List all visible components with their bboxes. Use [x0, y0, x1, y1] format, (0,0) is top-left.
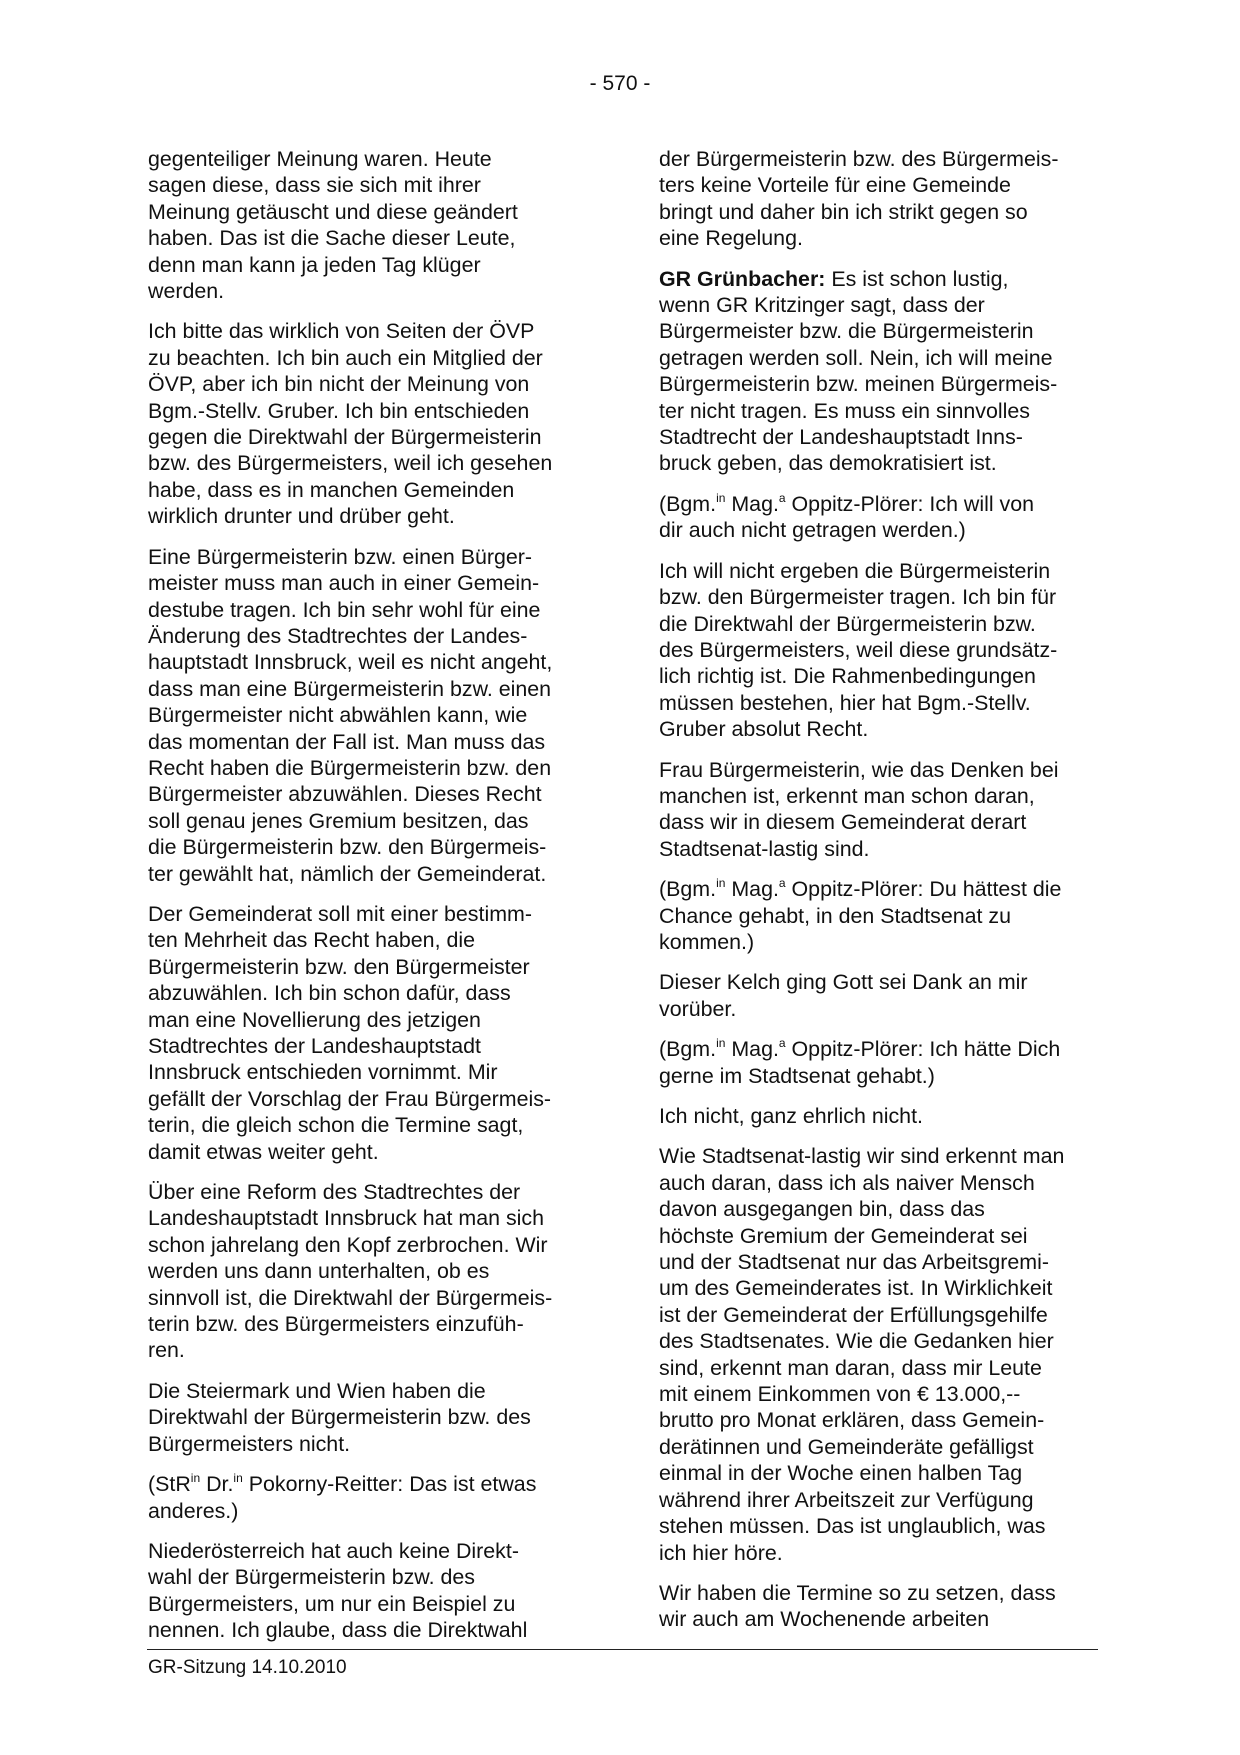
- text-line: um des Gemeinderates ist. In Wirklichkeit: [659, 1276, 1053, 1301]
- text-line: wir auch am Wochenende arbeiten: [659, 1607, 990, 1632]
- paragraph: [148, 1538, 588, 1644]
- text-line: Frau Bürgermeisterin, wie das Denken bei: [659, 757, 1059, 782]
- text-line: Meinung getäuscht und diese geändert: [148, 199, 518, 224]
- text-line: derätinnen und Gemeinderäte gefälligst: [659, 1434, 1034, 1459]
- text-line: sind, erkennt man daran, dass mir Leute: [659, 1355, 1042, 1380]
- right-column: [659, 146, 1099, 1647]
- text-line: zu beachten. Ich bin auch ein Mitglied der: [148, 345, 543, 370]
- text-line: Bürgermeisters nicht.: [148, 1431, 351, 1456]
- text-line: sinnvoll ist, die Direktwahl der Bürgermeis-: [148, 1285, 553, 1310]
- text-line: dass wir in diesem Gemeinderat derart: [659, 810, 1027, 835]
- text-line: Bürgermeisterin bzw. meinen Bürgermeis-: [659, 372, 1058, 397]
- text-line: abzuwählen. Ich bin schon dafür, dass: [148, 981, 511, 1006]
- text-line: werden.: [148, 279, 225, 304]
- text-line: bzw. den Bürgermeister tragen. Ich bin für: [659, 585, 1057, 610]
- text-line: bringt und daher bin ich strikt gegen so: [659, 199, 1028, 224]
- text-line: damit etwas weiter geht.: [148, 1139, 379, 1164]
- left-column: [148, 146, 588, 1658]
- text-line: Ich bitte das wirklich von Seiten der ÖVP: [148, 319, 535, 344]
- text-line: werden uns dann unterhalten, ob es: [148, 1259, 490, 1284]
- text-line: brutto pro Monat erklären, dass Gemein-: [659, 1408, 1045, 1433]
- text-line: wenn GR Kritzinger sagt, dass der: [659, 293, 985, 318]
- text-line: Bürgermeister abzuwählen. Dieses Recht: [148, 782, 542, 807]
- paragraph: [659, 757, 1099, 863]
- text-line: gegen die Direktwahl der Bürgermeisterin: [148, 425, 542, 450]
- interjection: (Bgm.$^{in}$ Mag.$^a$ Oppitz-Plörer: Ich hätte Dich gerne im Stadtsenat gehabt.): [659, 1036, 1061, 1088]
- text-line: ist der Gemeinderat der Erfüllungsgehilfe: [659, 1302, 1048, 1327]
- text-line: Stadtsenat-lastig sind.: [659, 836, 870, 861]
- paragraph: [148, 544, 588, 887]
- text-line: Wir haben die Termine so zu setzen, dass: [659, 1580, 1056, 1605]
- text-line: wahl der Bürgermeisterin bzw. des: [148, 1565, 475, 1590]
- text-line: Recht haben die Bürgermeisterin bzw. den: [148, 755, 552, 780]
- text-line: des Stadtsenates. Wie die Gedanken hier: [659, 1329, 1054, 1354]
- text-line: sagen diese, dass sie sich mit ihrer: [148, 173, 481, 198]
- text-line: Innsbruck entschieden vornimmt. Mir: [148, 1060, 498, 1085]
- text-line: ren.: [148, 1338, 185, 1363]
- text-line: stehen müssen. Das ist unglaublich, was: [659, 1514, 1046, 1539]
- text-line: während ihrer Arbeitszeit zur Verfügung: [659, 1487, 1034, 1512]
- text-line: manchen ist, erkennt man schon daran,: [659, 783, 1035, 808]
- text-line: bruck geben, das demokratisiert ist.: [659, 451, 997, 476]
- footer-text: GR-Sitzung 14.10.2010: [148, 1657, 347, 1678]
- text-line: dass man eine Bürgermeisterin bzw. einen: [148, 676, 552, 701]
- text-line: bzw. des Bürgermeisters, weil ich gesehen: [148, 451, 553, 476]
- text-line: Ich will nicht ergeben die Bürgermeisterin: [659, 558, 1051, 583]
- paragraph: [659, 1143, 1099, 1566]
- paragraph: [659, 969, 1099, 1022]
- text-line: Direktwahl der Bürgermeisterin bzw. des: [148, 1405, 531, 1430]
- text-line: Eine Bürgermeisterin bzw. einen Bürger-: [148, 544, 533, 569]
- text-line: ten Mehrheit das Recht haben, die: [148, 928, 476, 953]
- text-line: schon jahrelang den Kopf zerbrochen. Wir: [148, 1232, 548, 1257]
- speaker-name: GR Grünbacher:: [659, 266, 826, 291]
- text-line: Bürgermeisters, um nur ein Beispiel zu: [148, 1591, 516, 1616]
- text-line: terin bzw. des Bürgermeisters einzufüh-: [148, 1312, 524, 1337]
- text-line: Niederösterreich hat auch keine Direkt-: [148, 1538, 519, 1563]
- text-line: terin, die gleich schon die Termine sagt,: [148, 1113, 524, 1138]
- interjection: (StR$^{in}$ Dr.$^{in}$ Pokorny-Reitter: Das ist etwas anderes.): [148, 1471, 537, 1523]
- text-line: auch daran, dass ich als naiver Mensch: [659, 1170, 1035, 1195]
- paragraph: [659, 146, 1099, 252]
- text-line: Dieser Kelch ging Gott sei Dank an mir: [659, 970, 1028, 995]
- paragraph: [148, 1179, 588, 1364]
- text-line: ter nicht tragen. Es muss ein sinnvolles: [659, 398, 1030, 423]
- text-line: Bürgermeister bzw. die Bürgermeisterin: [659, 319, 1034, 344]
- text-line: und der Stadtsenat nur das Arbeitsgremi-: [659, 1250, 1050, 1275]
- text-line: ter gewählt hat, nämlich der Gemeinderat.: [148, 861, 547, 886]
- text-line: eine Regelung.: [659, 226, 803, 251]
- text-line: Stadtrecht der Landeshauptstadt Inns-: [659, 425, 1023, 450]
- interjection: (Bgm.$^{in}$ Mag.$^a$ Oppitz-Plörer: Ich will von dir auch nicht getragen werden.): [659, 490, 1035, 543]
- text-line: Die Steiermark und Wien haben die: [148, 1378, 486, 1403]
- text-line: Der Gemeinderat soll mit einer bestimm-: [148, 901, 532, 926]
- text-line: des Bürgermeisters, weil diese grundsätz-: [659, 637, 1058, 662]
- text-line: gegenteiliger Meinung waren. Heute: [148, 147, 492, 171]
- text-line: müssen bestehen, hier hat Bgm.-Stellv.: [659, 690, 1031, 715]
- text-line: soll genau jenes Gremium besitzen, das: [148, 808, 529, 833]
- interjection: (Bgm.$^{in}$ Mag.$^a$ Oppitz-Plörer: Du hättest die Chance gehabt, in den Stadtsenat zu kommen.): [659, 876, 1062, 954]
- text-line: destube tragen. Ich bin sehr wohl für eine: [148, 597, 541, 622]
- text-line: Landeshauptstadt Innsbruck hat man sich: [148, 1206, 544, 1231]
- text-line: ich hier höre.: [659, 1540, 783, 1565]
- text-line: das momentan der Fall ist. Man muss das: [148, 729, 546, 754]
- text-line: höchste Gremium der Gemeinderat sei: [659, 1223, 1028, 1248]
- text-line: man eine Novellierung des jetzigen: [148, 1007, 481, 1032]
- text-line: nennen. Ich glaube, dass die Direktwahl: [148, 1618, 528, 1643]
- text-line: Bürgermeister nicht abwählen kann, wie: [148, 703, 528, 728]
- page-number: - 570 -: [589, 72, 651, 95]
- text-line: Wie Stadtsenat-lastig wir sind erkennt man: [659, 1144, 1065, 1169]
- text-line: einmal in der Woche einen halben Tag: [659, 1461, 1023, 1486]
- text-line: hauptstadt Innsbruck, weil es nicht angeht,: [148, 650, 553, 675]
- paragraph: [659, 558, 1099, 743]
- paragraph: [148, 901, 588, 1165]
- text-line: getragen werden soll. Nein, ich will meine: [659, 345, 1053, 370]
- speaker-paragraph: GR Grünbacher: Es ist schon lustig, wenn GR Kritzinger sagt, dass der Bürgermeister bzw. die Bürgermeisterin getragen werden soll. Nein, ich will meine Bürgermeisterin bzw. meinen Bürgermeis- ter nicht tragen. Es muss ein sinnvolles Stadtrecht der Landeshauptstadt Inns- bruck geben, das demokratisiert ist.: [659, 266, 1099, 477]
- text-line: Über eine Reform des Stadtrechtes der: [148, 1180, 521, 1205]
- text-line: gefällt der Vorschlag der Frau Bürgermeis-: [148, 1086, 552, 1111]
- paragraph: [148, 146, 588, 304]
- text-line: mit einem Einkommen von € 13.000,--: [659, 1382, 1021, 1407]
- text-line: ÖVP, aber ich bin nicht der Meinung von: [148, 372, 530, 397]
- text-line: haben. Das ist die Sache dieser Leute,: [148, 226, 516, 251]
- text-line: vorüber.: [659, 996, 737, 1021]
- text-line: wirklich drunter und drüber geht.: [148, 504, 455, 529]
- text-line: Gruber absolut Recht.: [659, 717, 869, 742]
- text-line: der Bürgermeisterin bzw. des Bürgermeis-: [659, 147, 1059, 171]
- text-line: die Direktwahl der Bürgermeisterin bzw.: [659, 611, 1036, 636]
- text-line: habe, dass es in manchen Gemeinden: [148, 477, 515, 502]
- text-line: Bürgermeisterin bzw. den Bürgermeister: [148, 954, 530, 979]
- paragraph: [148, 318, 588, 529]
- footer-divider: [147, 1649, 1098, 1650]
- text-line: lich richtig ist. Die Rahmenbedingungen: [659, 664, 1036, 689]
- text-line: davon ausgegangen bin, dass das: [659, 1197, 985, 1222]
- text-line: die Bürgermeisterin bzw. den Bürgermeis-: [148, 835, 547, 860]
- text-line: ters keine Vorteile für eine Gemeinde: [659, 173, 1011, 198]
- text-line: Stadtrechtes der Landeshauptstadt: [148, 1034, 481, 1058]
- paragraph: [659, 1103, 1099, 1129]
- text-line: Bgm.-Stellv. Gruber. Ich bin entschieden: [148, 398, 530, 423]
- text-line: Ich nicht, ganz ehrlich nicht.: [659, 1104, 923, 1128]
- text-line: meister muss man auch in einer Gemein-: [148, 571, 540, 596]
- text-line: Änderung des Stadtrechtes der Landes-: [148, 623, 528, 648]
- text-line: denn man kann ja jeden Tag klüger: [148, 252, 481, 277]
- paragraph: [148, 1378, 588, 1457]
- paragraph: [659, 1580, 1099, 1633]
